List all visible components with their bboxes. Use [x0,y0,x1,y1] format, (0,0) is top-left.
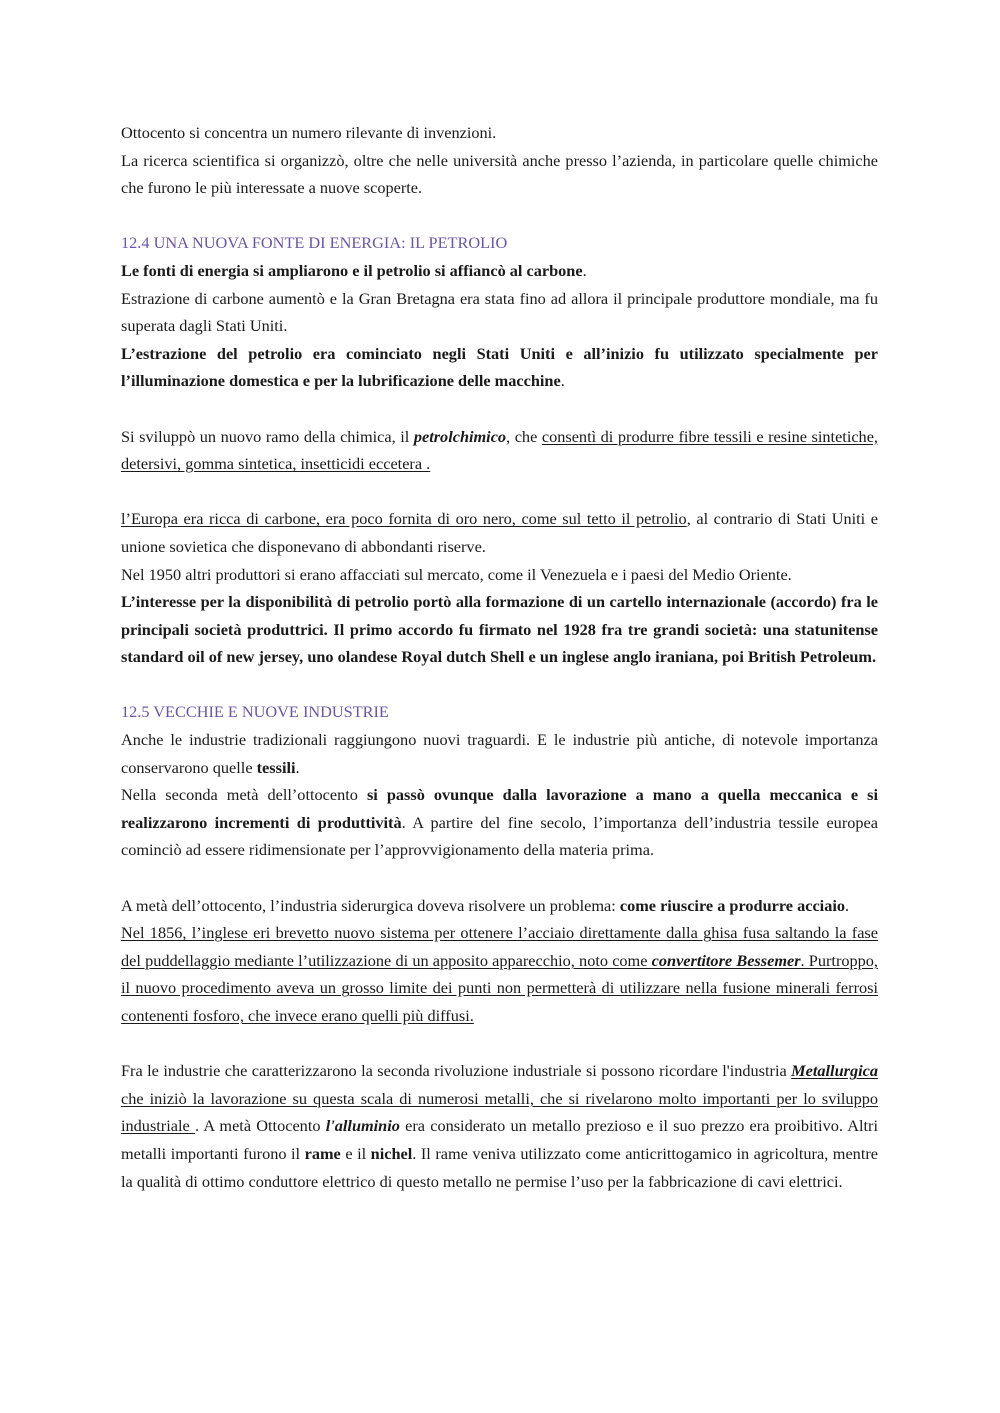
underlined-text: . Purtroppo, il nuovo procedimento aveva un grosso limite dei punti non permetterà di utilizzare nella fusione minerali ferrosi contenenti fosforo, che invece erano quelli più diffusi. [121,950,879,1025]
paragraph-lavorazione-meccanica: Nella seconda metà dell’ottocento si passò ovunque dalla lavorazione a mano a quella meccanica e si realizzarono incrementi di produttività. A partire del fine secolo, l’importanza dell’industria tessile europea cominciò ad essere ridimensionate per l’approvvigionamento della materia prima. [121,785,878,860]
bold-text: tessili [256,757,296,777]
term-metallurgica: Metallurgica [791,1061,878,1081]
spacer [121,202,878,230]
paragraph-1950: Nel 1950 altri produttori si erano affacciati sul mercato, come il Venezuela e i paesi del Medio Oriente. [121,564,792,584]
paragraph-industrie-tradizionali: Anche le industrie tradizionali raggiungono nuovi traguardi. E le industrie più antiche, di notevole importanza conservarono quelle tessili. [121,730,878,777]
paragraph-cartello [121,588,878,671]
bold-text: L’interesse per la disponibilità di petrolio portò alla formazione di un cartello internazionale (accordo) fra le principali società produttrici. Il primo accordo fu firmato nel 1928 fra tre grandi società: una statunitense standard oil of new jersey, uno olandese Royal dutch Shell e un inglese anglo iraniana, poi British Petroleum. [121,592,878,667]
term-alluminio: l'alluminio [325,1116,400,1136]
paragraph-fonti-energia: Le fonti di energia si ampliarono e il petrolio si affiancò al carbone. [121,260,587,280]
paragraph-metallurgica: Fra le industrie che caratterizzarono la seconda rivoluzione industriale si possono ricordare l'industria Metallurgica che iniziò la lavorazione su questa scala di numerosi metalli, che si rivelarono molto importanti per lo sviluppo industriale . A metà Ottocento l'alluminio era considerato un metallo prezioso e il suo prezzo era proibitivo. Altri metalli importanti furono il rame e il nichel. Il rame veniva utilizzato come anticrittogamico in agricoltura, mentre la qualità di ottimo conduttore elettrico di questo metallo ne permise l’uso per la fabbricazione di cavi elettrici. [121,1061,878,1191]
paragraph-petrolchimico: Si sviluppò un nuovo ramo della chimica, il petrolchimico, che consentì di produrre fibre tessili e resine sintetiche, detersivi, gomma sintetica, insetticidi eccetera . [121,426,878,474]
spacer [121,671,878,699]
underlined-text: l’Europa era ricca di carbone, era poco fornita di oro nero, come sul tetto il petrolio [121,509,687,529]
paragraph-siderurgica: A metà dell’ottocento, l’industria siderurgica doveva risolvere un problema: come riuscire a produrre acciaio. [121,895,850,915]
spacer [121,395,878,423]
document-page [121,119,878,1195]
paragraph-europa: l’Europa era ricca di carbone, era poco fornita di oro nero, come sul tetto il petrolio, al contrario di Stati Uniti e unione sovietica che disponevano di abbondanti riserve. [121,509,878,556]
underlined-text: consentì di produrre fibre tessili e resine sintetiche, detersivi, gomma sintetica, insetticidi eccetera . [121,426,878,474]
section-heading-12-4: 12.4 UNA NUOVA FONTE DI ENERGIA: IL PETROLIO [121,233,508,253]
intro-paragraph: La ricerca scientifica si organizzò, oltre che nelle università anche presso l’azienda, in particolare quelle chimiche che furono le più interessate a nuove scoperte. [121,150,878,198]
term-petrolchimico: petrolchimico [413,426,507,446]
bold-text: L’estrazione del petrolio era cominciato negli Stati Uniti e all’inizio fu utilizzato specialmente per l’illuminazione domestica e per la lubrificazione delle macchine [121,343,878,391]
section-heading-12-5: 12.5 VECCHIE E NUOVE INDUSTRIE [121,702,389,722]
underlined-text: che iniziò la lavorazione su questa scala di numerosi metalli, che si rivelarono molto importanti per lo sviluppo industriale [121,1088,878,1136]
bold-text: Le fonti di energia si ampliarono e il petrolio si affiancò al carbone [121,260,583,280]
bold-text: come riuscire a produrre acciaio [619,895,846,915]
paragraph-estrazione-petrolio: L’estrazione del petrolio era cominciato negli Stati Uniti e all’inizio fu utilizzato specialmente per l’illuminazione domestica e per la lubrificazione delle macchine. [121,343,878,391]
spacer [121,864,878,892]
spacer [121,1030,878,1058]
bold-text: si passò ovunque dalla lavorazione a mano a quella meccanica e si realizzarono incrementi di produttività [121,785,878,832]
spacer [121,478,878,506]
bold-nichel: nichel [370,1143,413,1163]
bold-rame: rame [304,1143,341,1163]
paragraph-carbone: Estrazione di carbone aumentò e la Gran Bretagna era stata fino ad allora il principale produttore mondiale, ma fu superata dagli Stati Uniti. [121,288,878,336]
underlined-text: Nel 1856, l’inglese eri brevetto nuovo sistema per ottenere l’acciaio direttamente dalla ghisa fusa saltando la fase del puddellaggio mediante l’utilizzazione di un apposito apparecchio, noto come [121,923,878,970]
paragraph-bessemer [121,919,878,1029]
term-convertitore-bessemer: convertitore Bessemer [651,950,801,970]
intro-line: Ottocento si concentra un numero rilevante di invenzioni. [121,123,497,142]
